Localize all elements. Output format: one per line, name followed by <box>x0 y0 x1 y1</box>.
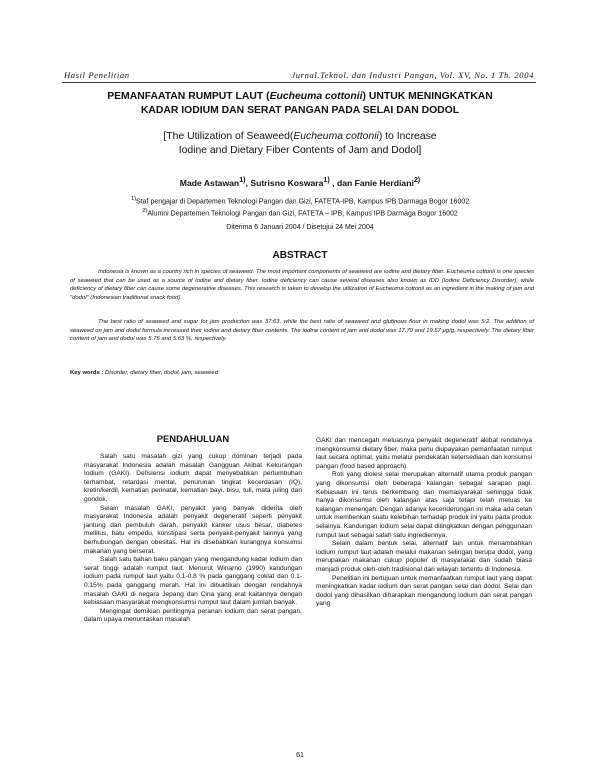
abstract-paragraph-1: Indonesia is known as a country rich in species of seaweed. The most important components of seaweed are iodine and dietary fiber. Eucheuma cottonii is one species of seaweed that can be used as a source of iodine and dietary fiber. Iodine deficiency can cause several diseases also known as IDD (Iodine Deficiency Disorder), while deficiency of dietary fiber can cause some degenerative diseases. This research is taken to develop the utilization of Eucheuma cottonii as an ingredient in the making of jam and "dodol" (Indonesian traditional snack food). <box>70 269 534 301</box>
paragraph: Selain masalah GAKI, penyakit yang banyak diderita oleh masyarakat Indonesia adalah penyakit degeneratif seperti penyakit jantung dan pembuluh darah, penyakit kanker usus besar, diabetes mellitus, batu empedu, konstipasi serta penyakit-penyakit lainnya yang berhubungan dengan obesitas. Hal ini disebabkan kurangnya konsumsi makanan yang berserat. <box>84 504 302 555</box>
page-number: 61 <box>296 752 304 759</box>
body-column-right <box>316 437 532 609</box>
author-list: Made Astawan$^{1)}$, Sutrisno Koswara$^{1)}$ , dan Fanie Herdiani$^{2)}$ <box>179 176 421 188</box>
abstract-heading: ABSTRACT <box>272 250 328 261</box>
abstract-paragraph-2: The best ratio of seaweed and sugar for jam production was 37:63, while the best ratio of seaweed and glutinous flour in making dodol was 5:2. The addition of seaweed on jam and dodol formula increased their iodine and dietary fiber contents. The iodine content of jam and dodol was 17.79 and 19.57 µg/g, respectively. The dietary fiber content of jam and dodol was 5.75 and 5.63 %, respectively. <box>70 319 534 342</box>
paragraph: Mengingat demikian pentingnya peranan iodium dan serat pangan, dalam upaya menuntaskan masalah <box>84 607 302 624</box>
affiliation-1: $^{1)}$Staf pengajar di Departemen Teknologi Pangan dan Gizi, FATETA-IPB, Kampus IPB Darmaga Bogor 16002 <box>130 196 470 206</box>
english-title: [The Utilization of Seaweed(Eucheuma cottonii) to Increase Iodine and Dietary Fiber Contents of Jam and Dodol] <box>163 131 437 156</box>
paragraph: GAKI dan mencegah meluasnya penyakit degeneratif akibat rendahnya mengkonsumsi dietary fiber, maka perlu diupayakan pemanfaatan rumput laut secara optimal, yaitu melalui pendekatan ketersediaan dan konsumsi pangan (food based approach). <box>316 437 532 470</box>
keywords-text: Disorder, dietary fiber, dodol, jam, seaweed <box>103 370 218 376</box>
header-section-label: Hasil Penelitian <box>64 70 130 80</box>
received-accepted-dates: Diterima 6 Januari 2004 / Disetujui 24 Mei 2004 <box>226 224 374 231</box>
keywords-label: Key words : <box>70 370 104 376</box>
header-journal-citation: Jurnal.Teknol. dan Industri Pangan, Vol. XV, No. 1 Th. 2004 <box>291 70 534 80</box>
paper-title: PEMANFAATAN RUMPUT LAUT (Eucheuma cottonii) UNTUK MENINGKATKAN KADAR IODIUM DAN SERAT PANGAN PADA SELAI DAN DODOL <box>107 91 493 116</box>
keywords <box>70 370 534 376</box>
section-heading-pendahuluan: PENDAHULUAN <box>156 433 230 444</box>
header-divider <box>62 82 536 83</box>
paragraph: Selain dalam bentuk selai, alternatif lain untuk menambahkan iodium rumput laut adalah melalui makanan selingan berupa dodol, yang merupakan makanan cukup populer di masyarakat dan sudah biasa menjadi produk oleh-oleh tradisional dari wilayah tertentu di Indonesia. <box>316 540 532 573</box>
paragraph: Penelitian ini bertujuan untuk memanfaatkan rumput laut yang dapat meningkatkan kadar iodium dan serat pangan selai dan dodol. Selai dan dodol yang dihasilkan diharapkan mengandung iodium dan serat pangan yang <box>316 574 532 608</box>
paragraph: Salah satu masalah gizi yang cukup dominan terjadi pada masyarakat Indonesia adalah masalah Gangguan Akibat Kekurangan Iodium (GAKI). Defisiensi iodium dapat menyebabkan pertumbuhan terhambat, retardasi mental, penurunan tingkat kecerdasan (IQ), kretin/kerdil, kematian perinatal, kematian bayi, bisu, tuli, mata juling dan gondok. <box>84 453 302 503</box>
paragraph: Roti yang diolesi selai merupakan alternatif utama produk pangan yang dikonsumsi oleh beberapa kalangan sebagai sarapan pagi. Kebiasaan ini terus berkembang dan memasyarakat sehingga tidak hanya dikonsumsi oleh kalangan atas saja tetapi telah meluas ke kalangan menengah. Dengan adanya kecenderungan ini maka ada celah untuk membenkan suatu kelebihan terhadap produk ini yaitu pada produk selainya. Kandungan iodium selai dapat ditingkatkan dengan penggunaan rumput laut sebagai salah satu ingrediennya. <box>316 471 532 539</box>
running-header <box>64 70 534 80</box>
affiliation-2: $^{2)}$Alumni Departemen Teknologi Pangan dan Gizi, FATETA – IPB, Kampus IPB Darmaga Bogor 16002 <box>142 208 458 218</box>
paragraph: Salah satu bahan baku pangan yang mengandung kadar iodium dan serat tinggi adalah rumput laut. Menurut Winarno (1990) kandungan iodium pada rumput laut yaitu 0.1-0.8 % pada ganggang coklat dan 0.1-0.15% pada ganggang merah. Hal ini dibuktikan dengan rendahnya masalah GAKI di negara Jepang dan Cina yang erat kaitannya dengan kebiasaan masyarakat mengkonsumsi rumput laut dalam jumlah banyak. <box>84 556 302 607</box>
body-column-left <box>84 453 302 625</box>
